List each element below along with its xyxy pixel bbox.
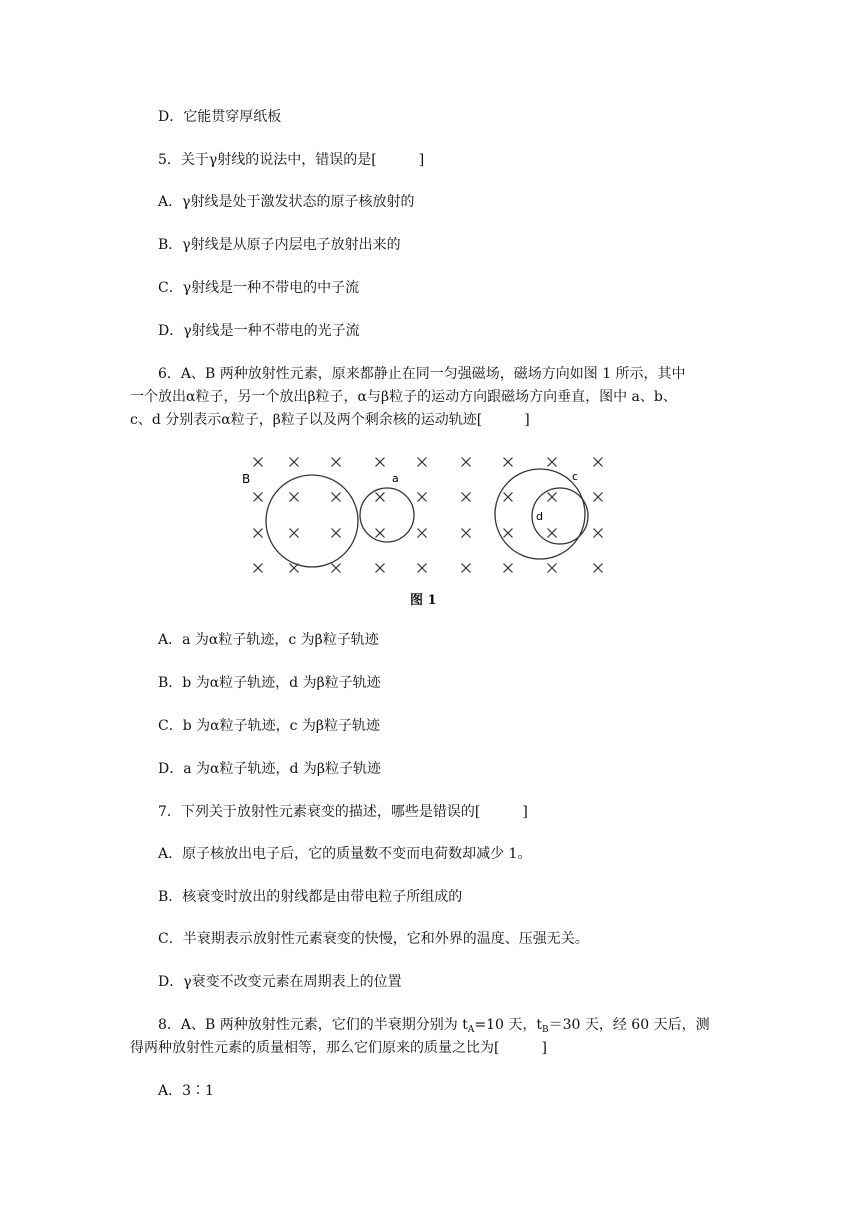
field-cross: [290, 529, 299, 538]
field-cross: [254, 529, 263, 538]
field-cross: [376, 458, 385, 467]
field-cross: [290, 458, 299, 467]
field-cross: [376, 529, 385, 538]
field-cross: [376, 564, 385, 573]
q6-option-d: D．a 为α粒子轨迹，d 为β粒子轨迹: [158, 761, 381, 777]
q8-sub-a: A: [467, 1025, 475, 1035]
question-6-line-3: c、d 分别表示α粒子，β粒子以及两个剩余核的运动轨迹[ ]: [130, 412, 530, 428]
field-cross: [462, 493, 471, 502]
field-cross: [376, 493, 385, 502]
field-cross: [254, 458, 263, 467]
q8-sub-b: B: [541, 1025, 549, 1035]
q5-option-a: A．γ射线是处于激发状态的原子核放射的: [158, 194, 415, 210]
question-8-line-1: [158, 1017, 710, 1033]
label-c: c: [572, 470, 579, 483]
q5-option-b: B．γ射线是从原子内层电子放射出来的: [158, 237, 401, 253]
q6-option-a: A．a 为α粒子轨迹，c 为β粒子轨迹: [158, 632, 379, 648]
question-5: 5．关于γ射线的说法中，错误的是[ ]: [158, 152, 425, 168]
field-cross: [548, 564, 557, 573]
q7-option-c: C．半衰期表示放射性元素衰变的快慢，它和外界的温度、压强无关。: [158, 931, 589, 947]
question-7: 7．下列关于放射性元素衰变的描述，哪些是错误的[ ]: [158, 804, 528, 820]
q5-option-c: C．γ射线是一种不带电的中子流: [158, 280, 360, 296]
field-cross: [332, 564, 341, 573]
field-cross: [418, 493, 427, 502]
field-cross: [594, 458, 603, 467]
label-d: d: [536, 510, 543, 523]
field-cross: [462, 564, 471, 573]
field-cross: [418, 529, 427, 538]
field-cross: [594, 564, 603, 573]
field-cross: [504, 529, 513, 538]
figure-caption: 图 1: [410, 593, 437, 608]
field-cross: [254, 564, 263, 573]
field-cross: [548, 493, 557, 502]
field-cross: [418, 564, 427, 573]
question-6-line-2: 一个放出α粒子，另一个放出β粒子，α与β粒子的运动方向跟磁场方向垂直，图中 a、b、: [130, 389, 677, 405]
q6-option-b: B．b 为α粒子轨迹，d 为β粒子轨迹: [158, 675, 381, 691]
q8-text-mid: =10 天，t: [474, 1017, 542, 1033]
field-cross: [332, 529, 341, 538]
field-cross: [594, 529, 603, 538]
field-cross: [548, 529, 557, 538]
q7-option-b: B．核衰变时放出的射线都是由带电粒子所组成的: [158, 889, 463, 905]
q6-option-c: C．b 为α粒子轨迹，c 为β粒子轨迹: [158, 718, 380, 734]
field-cross: [504, 458, 513, 467]
q8-text-pre: 8．A、B 两种放射性元素，它们的半衰期分别为 t: [158, 1017, 468, 1033]
track-b-circle: [266, 475, 358, 567]
question-8-line-2: 得两种放射性元素的质量相等，那么它们原来的质量之比为[ ]: [130, 1040, 547, 1056]
q7-option-a: A．原子核放出电子后，它的质量数不变而电荷数却减少 1。: [158, 846, 532, 862]
field-cross: [332, 458, 341, 467]
q8-text-post: ＝30 天，经 60 天后，测: [548, 1017, 710, 1033]
question-6-line-1: 6．A、B 两种放射性元素，原来都静止在同一匀强磁场，磁场方向如图 1 所示，其中: [158, 366, 686, 382]
field-cross: [504, 564, 513, 573]
magnetic-field-figure: [236, 450, 616, 585]
field-cross: [504, 493, 513, 502]
field-cross: [290, 493, 299, 502]
field-cross: [254, 493, 263, 502]
q5-option-d: D．γ射线是一种不带电的光子流: [158, 323, 360, 339]
field-cross: [548, 458, 557, 467]
field-cross: [462, 529, 471, 538]
label-a: a: [392, 472, 399, 485]
field-crosses: [254, 458, 603, 573]
track-a-circle: [360, 488, 414, 542]
field-cross: [418, 458, 427, 467]
q7-option-d: D．γ衰变不改变元素在周期表上的位置: [158, 974, 402, 990]
field-cross: [332, 493, 341, 502]
label-b: B: [242, 472, 251, 486]
line-d-option: D．它能贯穿厚纸板: [158, 109, 282, 125]
field-cross: [594, 493, 603, 502]
q8-option-a: A．3∶1: [158, 1083, 214, 1099]
field-cross: [462, 458, 471, 467]
